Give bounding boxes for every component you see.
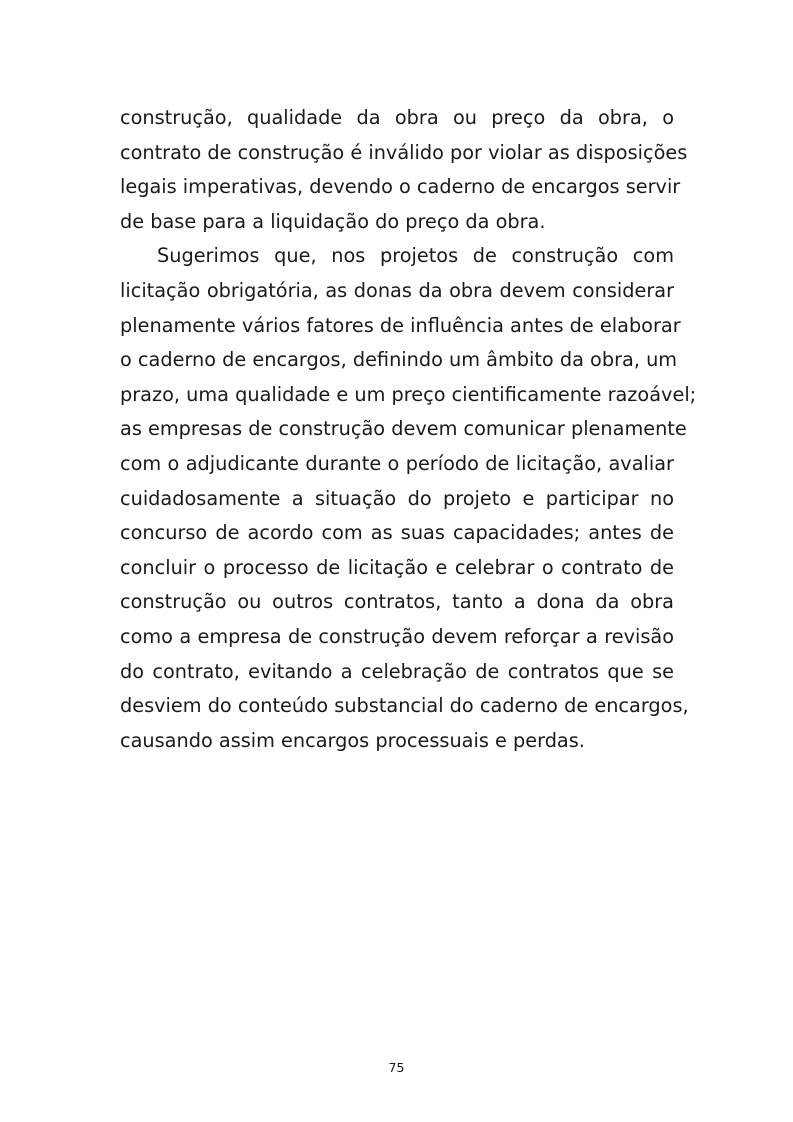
text-line: plenamente vários fatores de influência antes de elaborar <box>120 313 681 337</box>
text-line: de base para a liquidação do preço da obra. <box>120 209 546 233</box>
text-line: as empresas de construção devem comunicar plenamente <box>120 417 687 441</box>
text-line: desviem do conteúdo substancial do caderno de encargos, <box>120 694 689 718</box>
text-line: construção, qualidade da obra ou preço da obra, o <box>120 106 674 129</box>
text-line: licitação obrigatória, as donas da obra devem considerar <box>120 278 674 302</box>
text-line: o caderno de encargos, definindo um âmbito da obra, um <box>120 348 678 372</box>
text-line: cuidadosamente a situação do projeto e participar no <box>120 486 674 510</box>
text-line: legais imperativas, devendo o caderno de encargos servir <box>120 175 681 199</box>
text-line: prazo, uma qualidade e um preço cientificamente razoável; <box>120 382 697 406</box>
text-line: construção ou outros contratos, tanto a dona da obra <box>120 590 674 614</box>
text-line: Sugerimos que, nos projetos de construção com <box>157 244 674 268</box>
text-line: causando assim encargos processuais e perdas. <box>120 728 585 752</box>
paragraph-recommendations <box>120 239 697 758</box>
text-line: com o adjudicante durante o período de licitação, avaliar <box>120 451 674 475</box>
text-line: como a empresa de construção devem reforçar a revisão <box>120 624 674 648</box>
text-line: concluir o processo de licitação e celebrar o contrato de <box>120 555 674 579</box>
paragraph-continuation <box>120 101 688 239</box>
text-line: contrato de construção é inválido por violar as disposições <box>120 140 688 164</box>
page-number: 75 <box>388 1060 405 1075</box>
page-body <box>120 101 697 758</box>
text-line: concurso de acordo com as suas capacidades; antes de <box>120 521 674 545</box>
text-line: do contrato, evitando a celebração de contratos que se <box>120 659 674 683</box>
